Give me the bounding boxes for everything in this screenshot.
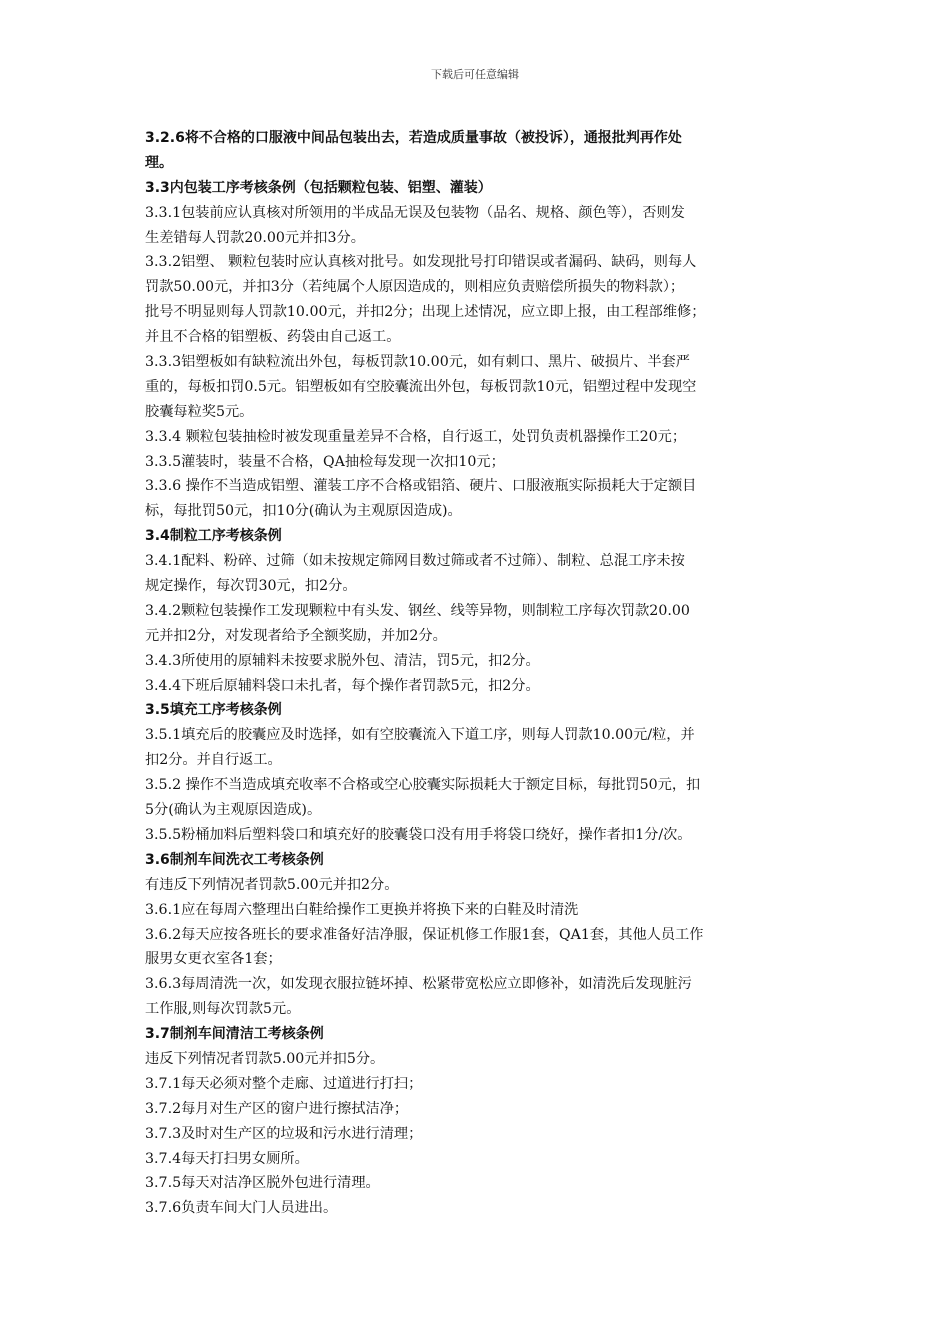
body-text-line: 3.4.2颗粒包装操作工发现颗粒中有头发、钢丝、线等异物，则制粒工序每次罚款20.00 (145, 602, 690, 619)
header-note: 下载后可任意编辑 (431, 68, 519, 81)
body-text-line: 3.3.4 颗粒包装抽检时被发现重量差异不合格，自行返工，处罚负责机器操作工20元； (145, 428, 687, 445)
body-text-line: 标，每批罚50元，扣10分(确认为主观原因造成)。 (145, 503, 462, 520)
body-text-line: 3.4.3所使用的原辅料未按要求脱外包、清洁，罚5元，扣2分。 (145, 652, 540, 669)
section-heading-line: 3.6制剂车间洗衣工考核条例 (145, 851, 324, 868)
section-heading-line: 3.4制粒工序考核条例 (145, 528, 282, 545)
body-text-line: 3.7.5每天对洁净区脱外包进行清理。 (145, 1175, 380, 1192)
section-heading-line: 3.3内包装工序考核条例（包括颗粒包装、铝塑、灌装） (145, 179, 492, 196)
body-text-line: 3.7.6负责车间大门人员进出。 (145, 1200, 338, 1217)
body-text-line: 3.7.2每月对生产区的窗户进行擦拭洁净； (145, 1100, 409, 1117)
body-text-line: 3.3.3铝塑板如有缺粒流出外包，每板罚款10.00元，如有刺口、黑片、破损片、半套严 (145, 354, 690, 371)
body-text-line: 3.7.3及时对生产区的垃圾和污水进行清理； (145, 1125, 423, 1142)
body-text-line: 违反下列情况者罚款5.00元并扣5分。 (145, 1050, 385, 1067)
body-text-line: 3.5.1填充后的胶囊应及时选择，如有空胶囊流入下道工序，则每人罚款10.00元/粒，并 (145, 727, 695, 744)
body-text-line: 3.3.5灌装时，装量不合格，QA抽检每发现一次扣10元； (145, 453, 505, 470)
body-text-line: 罚款50.00元，并扣3分（若纯属个人原因造成的，则相应负责赔偿所损失的物料款）； (145, 279, 685, 296)
body-text-line: 扣2分。并自行返工。 (145, 752, 282, 769)
body-text-line: 批号不明显则每人罚款10.00元，并扣2分；出现上述情况，应立即上报，由工程部维修； (145, 304, 706, 321)
body-text-line: 3.7.4每天打扫男女厕所。 (145, 1150, 309, 1167)
body-text-line: 3.6.1应在每周六整理出白鞋给操作工更换并将换下来的白鞋及时清洗 (145, 901, 579, 918)
body-text-line: 重的，每板扣罚0.5元。铝塑板如有空胶囊流出外包，每板罚款10元，铝塑过程中发现空 (145, 378, 697, 395)
body-text-line: 胶囊每粒奖5元。 (145, 403, 254, 420)
body-text-line: 工作服,则每次罚款5元。 (145, 1001, 301, 1018)
document-body (145, 126, 810, 1221)
section-heading-line: 理。 (145, 154, 173, 171)
body-text-line: 3.6.3每周清洗一次，如发现衣服拉链坏掉、松紧带宽松应立即修补，如清洗后发现脏污 (145, 976, 692, 993)
body-text-line: 3.6.2每天应按各班长的要求准备好洁净服，保证机修工作服1套，QA1套，其他人员工作 (145, 926, 704, 943)
body-text-line: 3.3.6 操作不当造成铝塑、灌装工序不合格或铝箔、硬片、口服液瓶实际损耗大于定额目 (145, 478, 697, 495)
body-text-line: 3.7.1每天必须对整个走廊、过道进行打扫； (145, 1075, 423, 1092)
body-text-line: 3.3.1包装前应认真核对所领用的半成品无误及包装物（品名、规格、颜色等），否则发 (145, 204, 685, 221)
body-text-line: 3.5.5粉桶加料后塑料袋口和填充好的胶囊袋口没有用手将袋口绕好，操作者扣1分/次。 (145, 826, 692, 843)
body-text-line: 5分(确认为主观原因造成)。 (145, 802, 322, 819)
body-text-line: 有违反下列情况者罚款5.00元并扣2分。 (145, 876, 399, 893)
body-text-line: 3.3.2铝塑、 颗粒包装时应认真核对批号。如发现批号打印错误或者漏码、缺码，则每人 (145, 254, 697, 271)
body-text-line: 3.4.4下班后原辅料袋口未扎者，每个操作者罚款5元，扣2分。 (145, 677, 540, 694)
body-text-line: 3.4.1配料、粉碎、过筛（如未按规定筛网目数过筛或者不过筛）、制粒、总混工序未按 (145, 553, 685, 570)
section-heading-line: 3.5填充工序考核条例 (145, 702, 282, 719)
body-text-line: 服男女更衣室各1套； (145, 951, 282, 968)
body-text-line: 并且不合格的铝塑板、药袋由自己返工。 (145, 329, 401, 346)
body-text-line: 3.5.2 操作不当造成填充收率不合格或空心胶囊实际损耗大于额定目标，每批罚50元，扣 (145, 777, 701, 794)
body-text-line: 规定操作，每次罚30元，扣2分。 (145, 578, 357, 595)
body-text-line: 元并扣2分，对发现者给予全额奖励，并加2分。 (145, 627, 447, 644)
body-text-line: 生差错每人罚款20.00元并扣3分。 (145, 229, 365, 246)
section-heading-line: 3.7制剂车间清洁工考核条例 (145, 1026, 324, 1043)
section-heading-line: 3.2.6将不合格的口服液中间品包装出去，若造成质量事故（被投诉），通报批判再作处 (145, 130, 682, 146)
